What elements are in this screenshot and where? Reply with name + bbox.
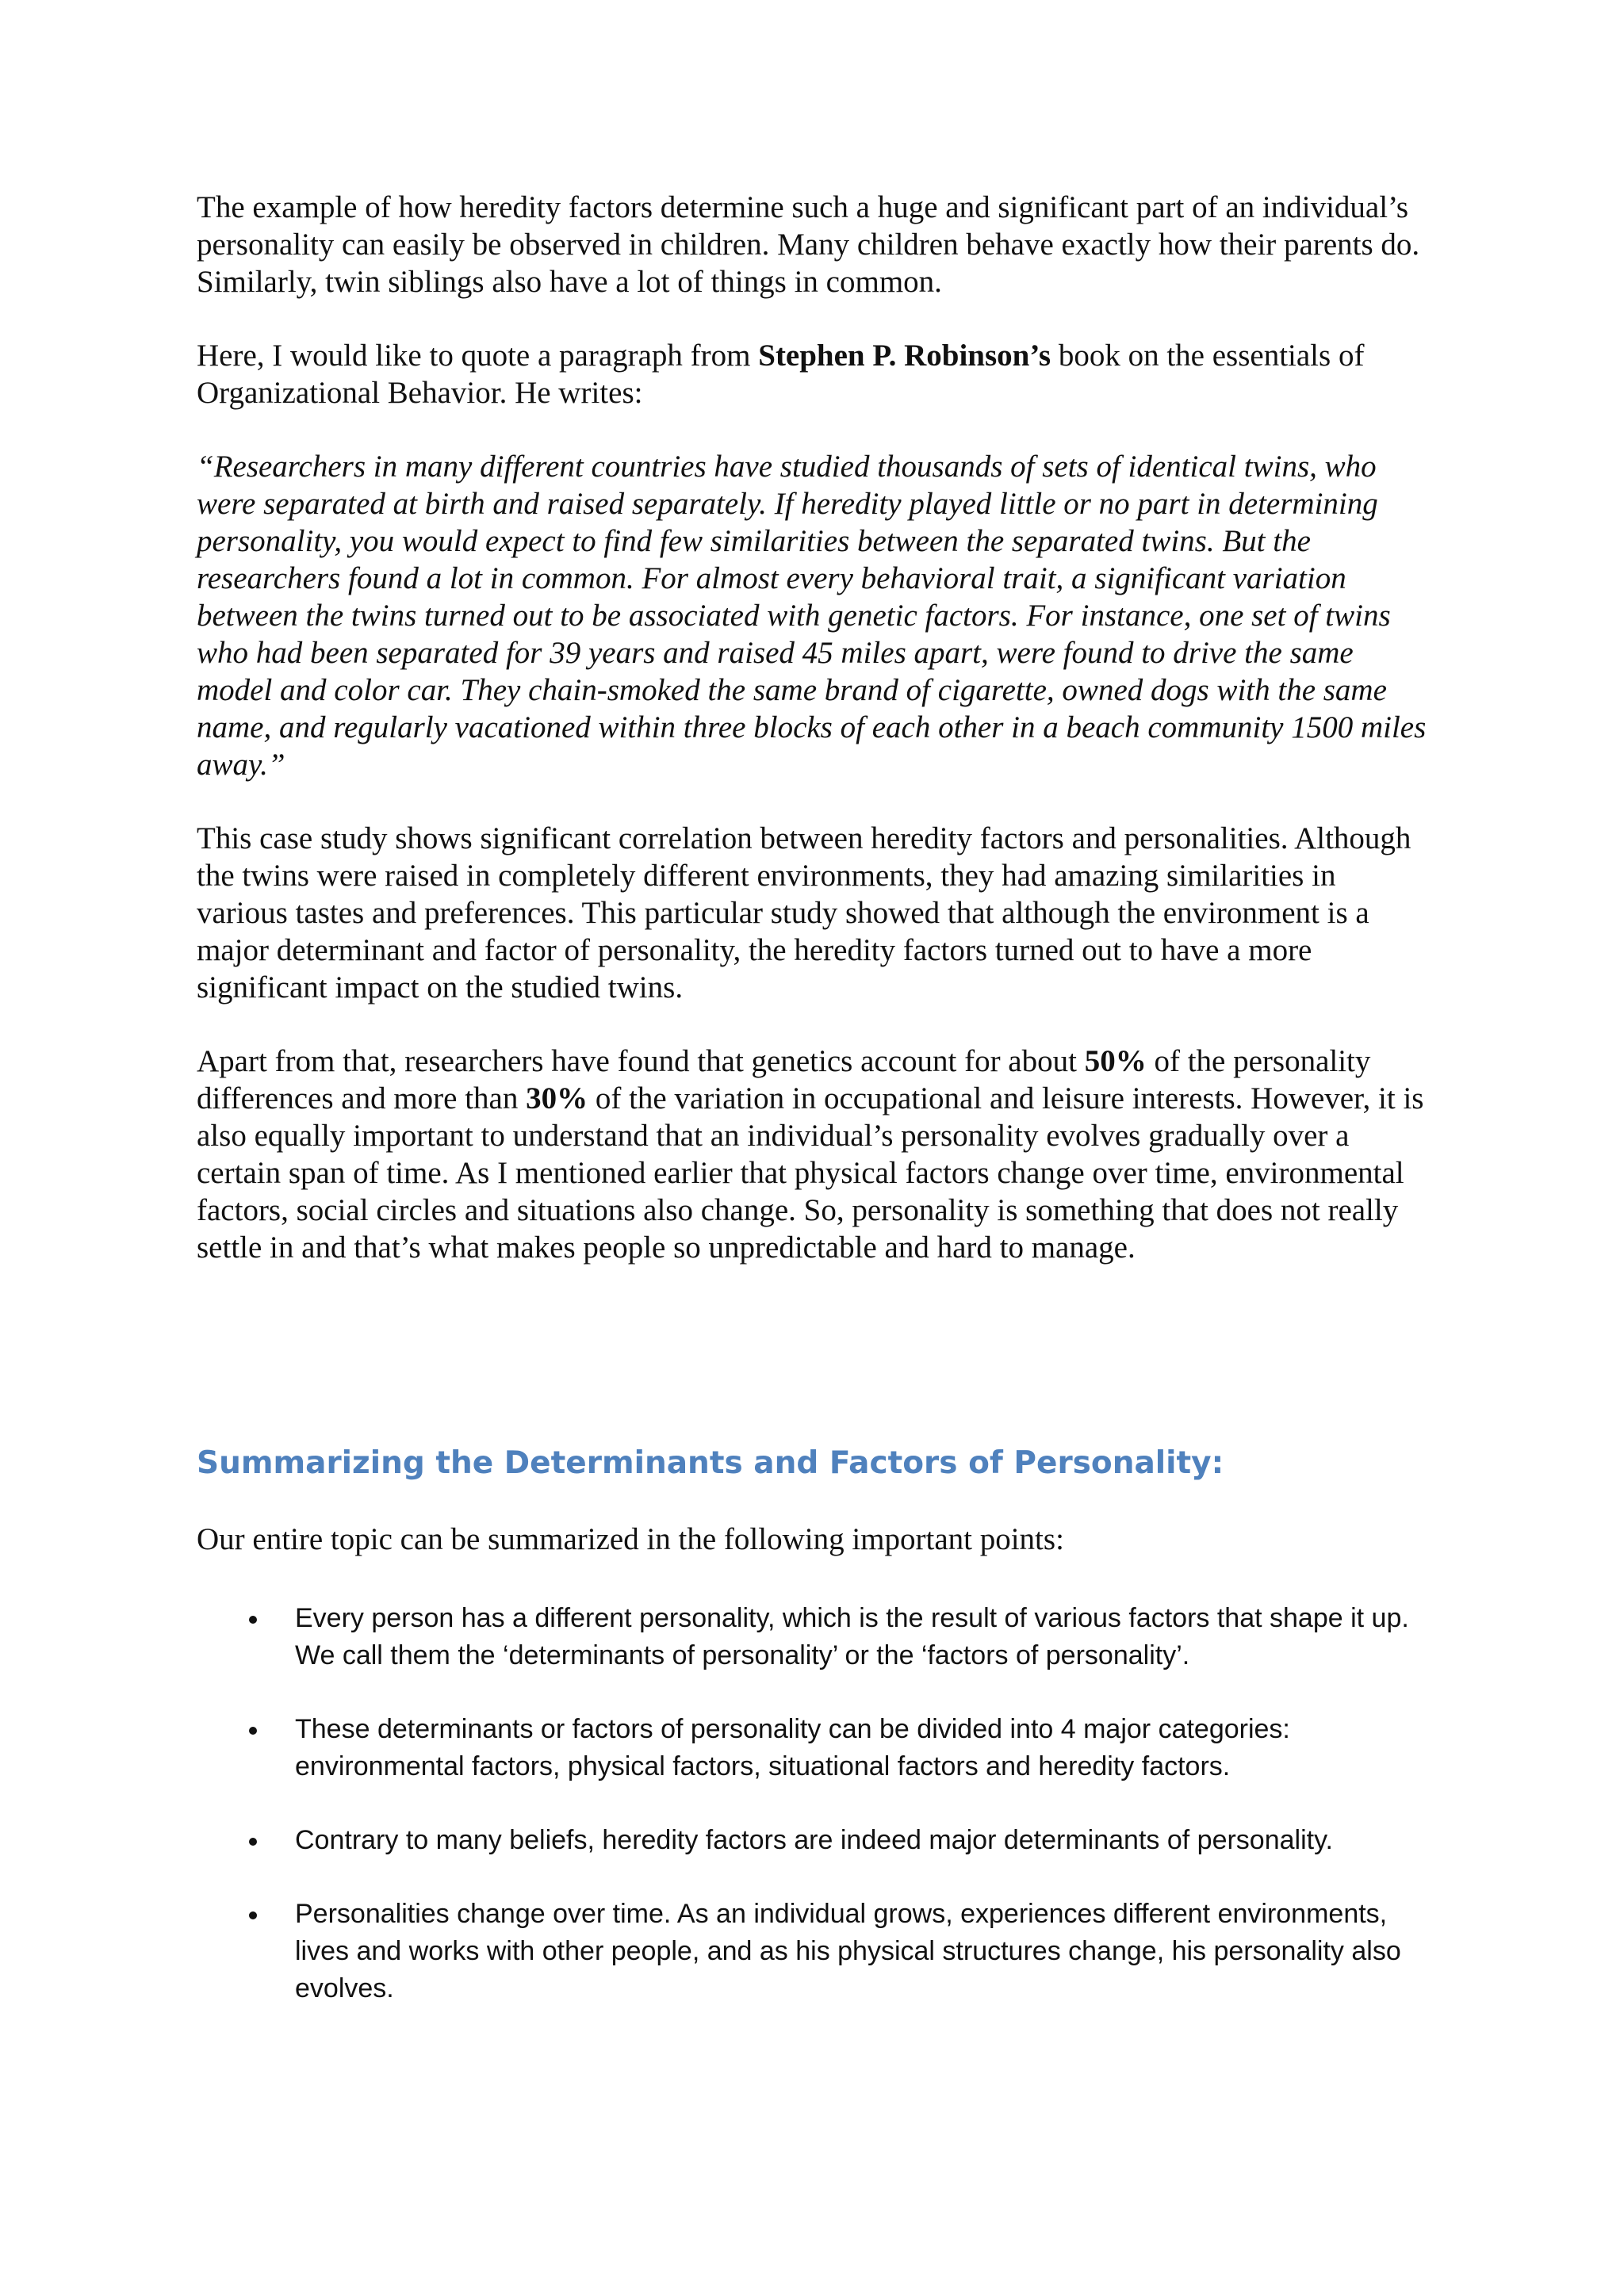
genetics-part1: Apart from that, researchers have found that genetics account for about xyxy=(197,1044,1085,1078)
genetics-part2: of the personality differences and more than xyxy=(197,1044,1371,1115)
bullet-text: Contrary to many beliefs, heredity factors are indeed major determinants of personality. xyxy=(295,1825,1333,1855)
bullet-text: These determinants or factors of personality can be divided into 4 major categories: environmental factors, physical factors, situational factors and heredity factors. xyxy=(295,1714,1290,1781)
paragraph-genetics-stats xyxy=(197,1043,1434,1266)
stat-50-percent: 50% xyxy=(1084,1044,1147,1078)
paragraph-quote-intro xyxy=(197,337,1434,411)
paragraph-case-study: This case study shows significant correlation between heredity factors and personalities. Although the twins were raised in completely different environments, they had amazing similarities in various tastes and preferences. This particular study showed that although the environment is a major determinant and factor of personality, the heredity factors turned out to have a more significant impact on the studied twins. xyxy=(197,821,1411,1004)
body-text xyxy=(197,189,1434,1266)
summary-intro: Our entire topic can be summarized in the following important points: xyxy=(197,1522,1064,1556)
bullet-item xyxy=(197,1822,1434,1859)
summary-bullet-list xyxy=(197,1600,1434,2007)
genetics-part3: of the variation in occupational and leisure interests. However, it is also equally important to understand that an individual’s personality evolves gradually over a certain span of time. As I mentioned earlier that physical factors change over time, environmental factors, social circles and situations also change. So, personality is something that does not really settle in and that’s what makes people so unpredictable and hard to manage. xyxy=(197,1081,1424,1265)
bullet-dot-icon xyxy=(249,1911,257,1919)
paragraph-heredity-children: The example of how heredity factors determine such a huge and significant part of an individual’s personality can easily be observed in children. Many children behave exactly how their parents do. Similarly, twin siblings also have a lot of things in common. xyxy=(197,190,1420,299)
bullet-item xyxy=(197,1711,1434,1785)
quoted-paragraph: “Researchers in many different countries have studied thousands of sets of identical twins, who were separated at birth and raised separately. If heredity played little or no part in determining personality, you would expect to find few similarities between the separated twins. But the researchers found a lot in common. For almost every behavioral trait, a significant variation between the twins turned out to be associated with genetic factors. For instance, one set of twins who had been separated for 39 years and raised 45 miles apart, were found to drive the same model and color car. They chain-smoked the same brand of cigarette, owned dogs with the same name, and regularly vacationed within three blocks of each other in a beach community 1500 miles away.” xyxy=(197,450,1427,782)
bullet-dot-icon xyxy=(249,1727,257,1735)
bullet-item xyxy=(197,1896,1434,2007)
section-heading: Summarizing the Determinants and Factors of Personality: xyxy=(197,1445,1224,1481)
author-name: Stephen P. Robinson’s xyxy=(758,339,1051,373)
bullet-dot-icon xyxy=(249,1838,257,1846)
page-content xyxy=(197,189,1434,2003)
stat-30-percent: 30% xyxy=(526,1081,588,1115)
quote-intro-after: book on the essentials of Organizational Behavior. He writes: xyxy=(197,339,1365,410)
quote-intro-before: Here, I would like to quote a paragraph from xyxy=(197,339,759,373)
bullet-text: Personalities change over time. As an individual grows, experiences different environments, lives and works with other people, and as his physical structures change, his personality also evolves. xyxy=(295,1899,1401,2003)
bullet-item xyxy=(197,1600,1434,1674)
bullet-dot-icon xyxy=(249,1616,257,1624)
bullet-text: Every person has a different personality, which is the result of various factors that shape it up. We call them the ‘determinants of personality’ or the ‘factors of personality’. xyxy=(295,1603,1409,1670)
